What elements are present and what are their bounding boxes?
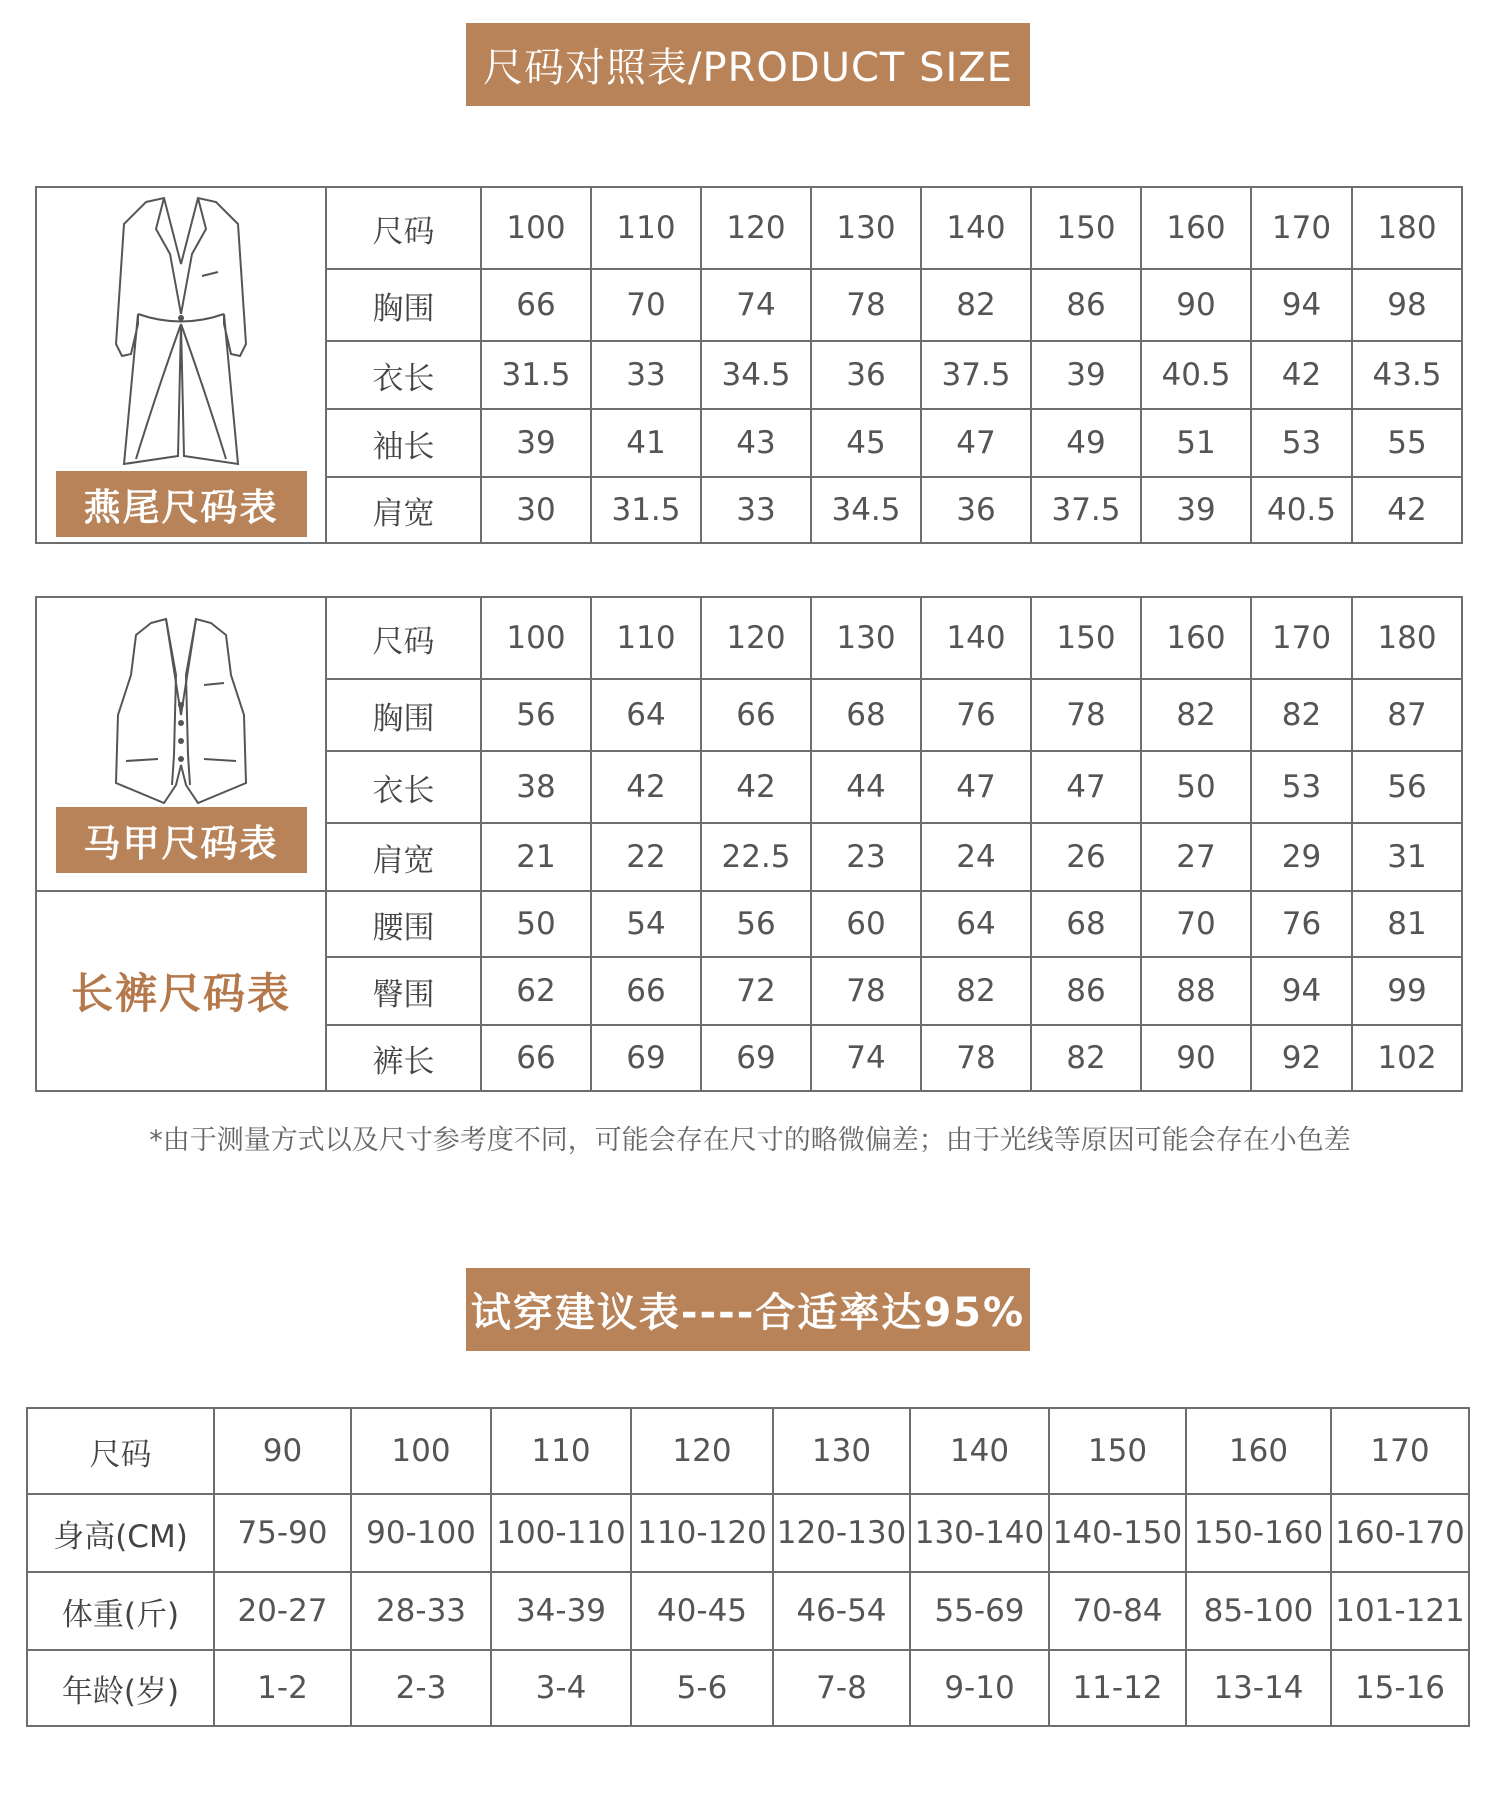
table-cell: 64 [921,891,1031,957]
table-cell: 82 [921,269,1031,341]
table-cell: 15-16 [1331,1650,1469,1726]
table-cell: 34.5 [811,477,921,543]
table-cell: 86 [1031,957,1141,1025]
table-cell: 40.5 [1251,477,1352,543]
row-label: 衣长 [326,341,481,409]
table-cell: 42 [1352,477,1462,543]
table-cell: 36 [811,341,921,409]
table-cell: 41 [591,409,701,477]
table-cell: 43 [701,409,811,477]
table-cell: 110 [591,187,701,269]
table-cell: 66 [701,679,811,751]
vest-chart-title: 马甲尺码表 [56,807,307,873]
table-cell: 31 [1352,823,1462,891]
table-cell: 47 [921,409,1031,477]
table-cell: 26 [1031,823,1141,891]
table-cell: 78 [921,1025,1031,1091]
table-cell: 140-150 [1049,1494,1186,1572]
table-cell: 90 [214,1408,351,1494]
table-cell: 62 [481,957,591,1025]
table-cell: 66 [481,269,591,341]
table-cell: 42 [591,751,701,823]
row-label: 裤长 [326,1025,481,1091]
table-cell: 29 [1251,823,1352,891]
row-label: 尺码 [27,1408,214,1494]
table-cell: 3-4 [491,1650,631,1726]
table-cell: 53 [1251,751,1352,823]
illustration-cell [36,597,326,891]
table-cell: 110 [491,1408,631,1494]
table-cell: 47 [1031,751,1141,823]
table-cell: 130-140 [910,1494,1049,1572]
pants-title-cell [36,891,326,1091]
vest-pants-size-table [35,596,1463,1092]
table-cell: 120 [701,597,811,679]
table-cell: 36 [921,477,1031,543]
table-cell: 90 [1141,1025,1251,1091]
table-cell: 150 [1049,1408,1186,1494]
table-cell: 47 [921,751,1031,823]
table-cell: 43.5 [1352,341,1462,409]
table-cell: 5-6 [631,1650,773,1726]
row-label: 胸围 [326,269,481,341]
table-cell: 9-10 [910,1650,1049,1726]
table-cell: 100 [351,1408,491,1494]
table-cell: 38 [481,751,591,823]
table-cell: 70 [591,269,701,341]
table-cell: 44 [811,751,921,823]
row-label: 胸围 [326,679,481,751]
table-cell: 40.5 [1141,341,1251,409]
table-row [36,187,1462,269]
table-cell: 39 [481,409,591,477]
table-cell: 98 [1352,269,1462,341]
tailcoat-illustration-icon [106,194,256,469]
table-cell: 50 [481,891,591,957]
table-row [27,1650,1469,1726]
table-cell: 39 [1031,341,1141,409]
row-label: 臀围 [326,957,481,1025]
table-cell: 94 [1251,269,1352,341]
table-cell: 24 [921,823,1031,891]
table-cell: 31.5 [481,341,591,409]
table-cell: 37.5 [1031,477,1141,543]
table-cell: 180 [1352,597,1462,679]
table-cell: 160 [1141,597,1251,679]
table-cell: 85-100 [1186,1572,1331,1650]
table-cell: 78 [811,269,921,341]
table-cell: 42 [701,751,811,823]
table-cell: 90-100 [351,1494,491,1572]
table-cell: 53 [1251,409,1352,477]
table-cell: 72 [701,957,811,1025]
table-cell: 150-160 [1186,1494,1331,1572]
table-cell: 69 [591,1025,701,1091]
table-cell: 30 [481,477,591,543]
table-cell: 74 [701,269,811,341]
table-cell: 82 [1031,1025,1141,1091]
table-cell: 45 [811,409,921,477]
table-cell: 120-130 [773,1494,910,1572]
row-label: 尺码 [326,597,481,679]
table-cell: 170 [1251,597,1352,679]
table-cell: 22 [591,823,701,891]
table-cell: 55 [1352,409,1462,477]
table-cell: 99 [1352,957,1462,1025]
vest-illustration-icon [106,615,256,805]
table-cell: 33 [701,477,811,543]
table-cell: 140 [910,1408,1049,1494]
table-cell: 160-170 [1331,1494,1469,1572]
table-cell: 74 [811,1025,921,1091]
table-cell: 70-84 [1049,1572,1186,1650]
table-cell: 56 [701,891,811,957]
table-cell: 40-45 [631,1572,773,1650]
table-cell: 1-2 [214,1650,351,1726]
table-cell: 23 [811,823,921,891]
row-label: 尺码 [326,187,481,269]
table-cell: 55-69 [910,1572,1049,1650]
table-cell: 39 [1141,477,1251,543]
table-cell: 70 [1141,891,1251,957]
table-row [36,891,1462,957]
table-cell: 150 [1031,597,1141,679]
table-row [36,597,1462,679]
size-chart-banner: 尺码对照表/PRODUCT SIZE [466,23,1030,106]
table-cell: 101-121 [1331,1572,1469,1650]
table-cell: 60 [811,891,921,957]
table-cell: 49 [1031,409,1141,477]
table-cell: 42 [1251,341,1352,409]
table-cell: 56 [481,679,591,751]
table-cell: 120 [701,187,811,269]
table-cell: 100 [481,187,591,269]
table-cell: 100-110 [491,1494,631,1572]
row-label: 体重(斤) [27,1572,214,1650]
table-cell: 51 [1141,409,1251,477]
table-row [27,1572,1469,1650]
row-label: 腰围 [326,891,481,957]
table-cell: 92 [1251,1025,1352,1091]
table-cell: 78 [811,957,921,1025]
table-cell: 88 [1141,957,1251,1025]
table-cell: 110-120 [631,1494,773,1572]
measurement-note: *由于测量方式以及尺寸参考度不同，可能会存在尺寸的略微偏差；由于光线等原因可能会存在小色差 [149,1125,1351,1156]
table-cell: 56 [1352,751,1462,823]
table-cell: 2-3 [351,1650,491,1726]
table-cell: 37.5 [921,341,1031,409]
fit-suggestion-table [26,1407,1470,1727]
table-cell: 150 [1031,187,1141,269]
table-cell: 180 [1352,187,1462,269]
table-cell: 82 [1251,679,1352,751]
table-cell: 130 [811,187,921,269]
row-label: 肩宽 [326,477,481,543]
table-cell: 54 [591,891,701,957]
table-cell: 76 [1251,891,1352,957]
table-cell: 66 [481,1025,591,1091]
table-cell: 120 [631,1408,773,1494]
row-label: 身高(CM) [27,1494,214,1572]
table-cell: 82 [921,957,1031,1025]
table-cell: 7-8 [773,1650,910,1726]
table-cell: 94 [1251,957,1352,1025]
table-cell: 68 [1031,891,1141,957]
table-cell: 28-33 [351,1572,491,1650]
table-cell: 22.5 [701,823,811,891]
table-cell: 100 [481,597,591,679]
table-cell: 170 [1251,187,1352,269]
table-cell: 170 [1331,1408,1469,1494]
table-cell: 140 [921,187,1031,269]
table-cell: 31.5 [591,477,701,543]
table-cell: 75-90 [214,1494,351,1572]
table-cell: 160 [1186,1408,1331,1494]
table-cell: 11-12 [1049,1650,1186,1726]
table-cell: 20-27 [214,1572,351,1650]
table-cell: 90 [1141,269,1251,341]
illustration-cell [36,187,326,543]
table-cell: 64 [591,679,701,751]
pants-chart-title: 长裤尺码表 [70,969,291,1018]
table-cell: 50 [1141,751,1251,823]
fit-suggestion-banner: 试穿建议表----合适率达95% [466,1268,1030,1351]
table-cell: 87 [1352,679,1462,751]
table-cell: 78 [1031,679,1141,751]
table-cell: 34-39 [491,1572,631,1650]
table-cell: 33 [591,341,701,409]
table-cell: 102 [1352,1025,1462,1091]
table-cell: 66 [591,957,701,1025]
table-cell: 46-54 [773,1572,910,1650]
row-label: 袖长 [326,409,481,477]
table-row [27,1408,1469,1494]
tailcoat-size-table [35,186,1463,544]
table-cell: 110 [591,597,701,679]
table-row [27,1494,1469,1572]
table-cell: 86 [1031,269,1141,341]
table-cell: 27 [1141,823,1251,891]
table-cell: 82 [1141,679,1251,751]
table-cell: 130 [773,1408,910,1494]
tailcoat-chart-title: 燕尾尺码表 [56,471,307,537]
table-cell: 160 [1141,187,1251,269]
table-cell: 34.5 [701,341,811,409]
table-cell: 81 [1352,891,1462,957]
table-cell: 13-14 [1186,1650,1331,1726]
table-cell: 140 [921,597,1031,679]
table-cell: 21 [481,823,591,891]
row-label: 年龄(岁) [27,1650,214,1726]
row-label: 肩宽 [326,823,481,891]
table-cell: 76 [921,679,1031,751]
table-cell: 130 [811,597,921,679]
table-cell: 68 [811,679,921,751]
row-label: 衣长 [326,751,481,823]
table-cell: 69 [701,1025,811,1091]
